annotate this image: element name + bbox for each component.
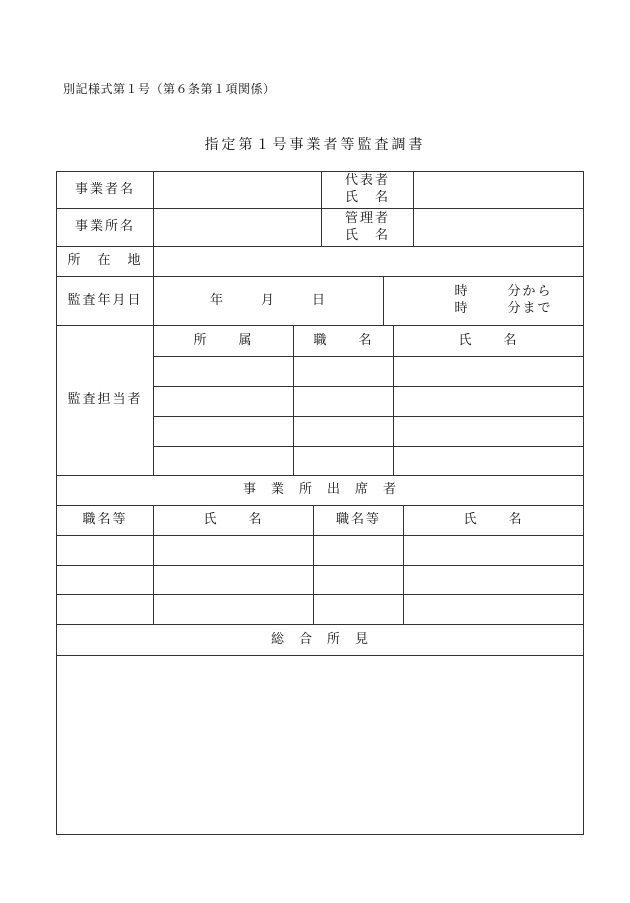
location-field[interactable] xyxy=(154,247,583,276)
attendee-title-field[interactable] xyxy=(57,536,153,565)
attendees-header-title-1: 職名等 xyxy=(82,512,128,528)
manager-label-line2: 氏 名 xyxy=(344,227,390,243)
auditors-header-title: 職 名 xyxy=(313,332,374,348)
office-name-field[interactable] xyxy=(154,209,321,246)
manager-label-line1: 管理者 xyxy=(344,210,390,226)
auditor-affiliation-field[interactable] xyxy=(154,447,293,475)
auditor-affiliation-field[interactable] xyxy=(154,357,293,386)
findings-field[interactable] xyxy=(57,656,583,834)
auditor-affiliation-field[interactable] xyxy=(154,417,293,446)
time-from-line xyxy=(414,284,552,301)
business-name-field[interactable] xyxy=(154,172,321,208)
document-title: 指定第１号事業者等監査調書 xyxy=(204,137,426,153)
audit-time-field[interactable] xyxy=(384,277,583,325)
manager-label xyxy=(322,209,413,246)
form-caption: 別記様式第１号（第６条第１項関係） xyxy=(63,82,276,96)
auditor-name-field[interactable] xyxy=(394,387,583,416)
attendee-title-field[interactable] xyxy=(314,566,403,594)
office-name-label: 事業所名 xyxy=(74,219,135,235)
findings-heading: 総 合 所 見 xyxy=(270,631,369,647)
attendees-heading: 事 業 所 出 席 者 xyxy=(242,482,397,498)
auditor-title-field[interactable] xyxy=(294,357,393,386)
attendee-title-field[interactable] xyxy=(57,595,153,624)
auditor-name-field[interactable] xyxy=(394,417,583,446)
attendee-name-field[interactable] xyxy=(154,595,313,624)
attendee-title-field[interactable] xyxy=(314,536,403,565)
auditors-label: 監査担当者 xyxy=(67,392,143,408)
attendee-title-field[interactable] xyxy=(314,595,403,624)
auditor-affiliation-field[interactable] xyxy=(154,387,293,416)
month-unit: 月 xyxy=(260,292,276,308)
attendee-title-field[interactable] xyxy=(57,566,153,594)
attendees-header-name-1: 氏 名 xyxy=(203,512,264,528)
auditor-title-field[interactable] xyxy=(294,417,393,446)
location-label: 所 在 地 xyxy=(67,253,143,269)
attendee-name-field[interactable] xyxy=(404,536,583,565)
attendee-name-field[interactable] xyxy=(404,595,583,624)
from-hour-unit: 時 xyxy=(454,284,470,300)
representative-label-line1: 代表者 xyxy=(344,173,390,189)
auditors-header-name: 氏 名 xyxy=(458,332,519,348)
representative-name-field[interactable] xyxy=(414,172,583,208)
auditors-header-affiliation: 所 属 xyxy=(193,332,254,348)
audit-date-field[interactable] xyxy=(154,277,383,325)
auditor-name-field[interactable] xyxy=(394,357,583,386)
attendee-name-field[interactable] xyxy=(404,566,583,594)
attendees-header-name-2: 氏 名 xyxy=(463,512,524,528)
auditor-title-field[interactable] xyxy=(294,387,393,416)
attendee-name-field[interactable] xyxy=(154,536,313,565)
to-hour-unit: 時 xyxy=(454,301,470,316)
day-unit: 日 xyxy=(312,292,328,308)
time-to-line xyxy=(414,301,552,318)
manager-name-field[interactable] xyxy=(414,209,583,246)
to-minute-unit: 分まで xyxy=(507,301,553,316)
auditor-title-field[interactable] xyxy=(294,447,393,475)
attendees-header-title-2: 職名等 xyxy=(335,512,381,528)
audit-date-label: 監査年月日 xyxy=(67,292,143,308)
business-name-label: 事業者名 xyxy=(74,181,135,197)
representative-label-line2: 氏 名 xyxy=(344,190,390,205)
representative-label xyxy=(322,172,413,208)
from-minute-unit: 分から xyxy=(507,284,553,300)
auditor-name-field[interactable] xyxy=(394,447,583,475)
year-unit: 年 xyxy=(209,292,225,308)
attendee-name-field[interactable] xyxy=(154,566,313,594)
